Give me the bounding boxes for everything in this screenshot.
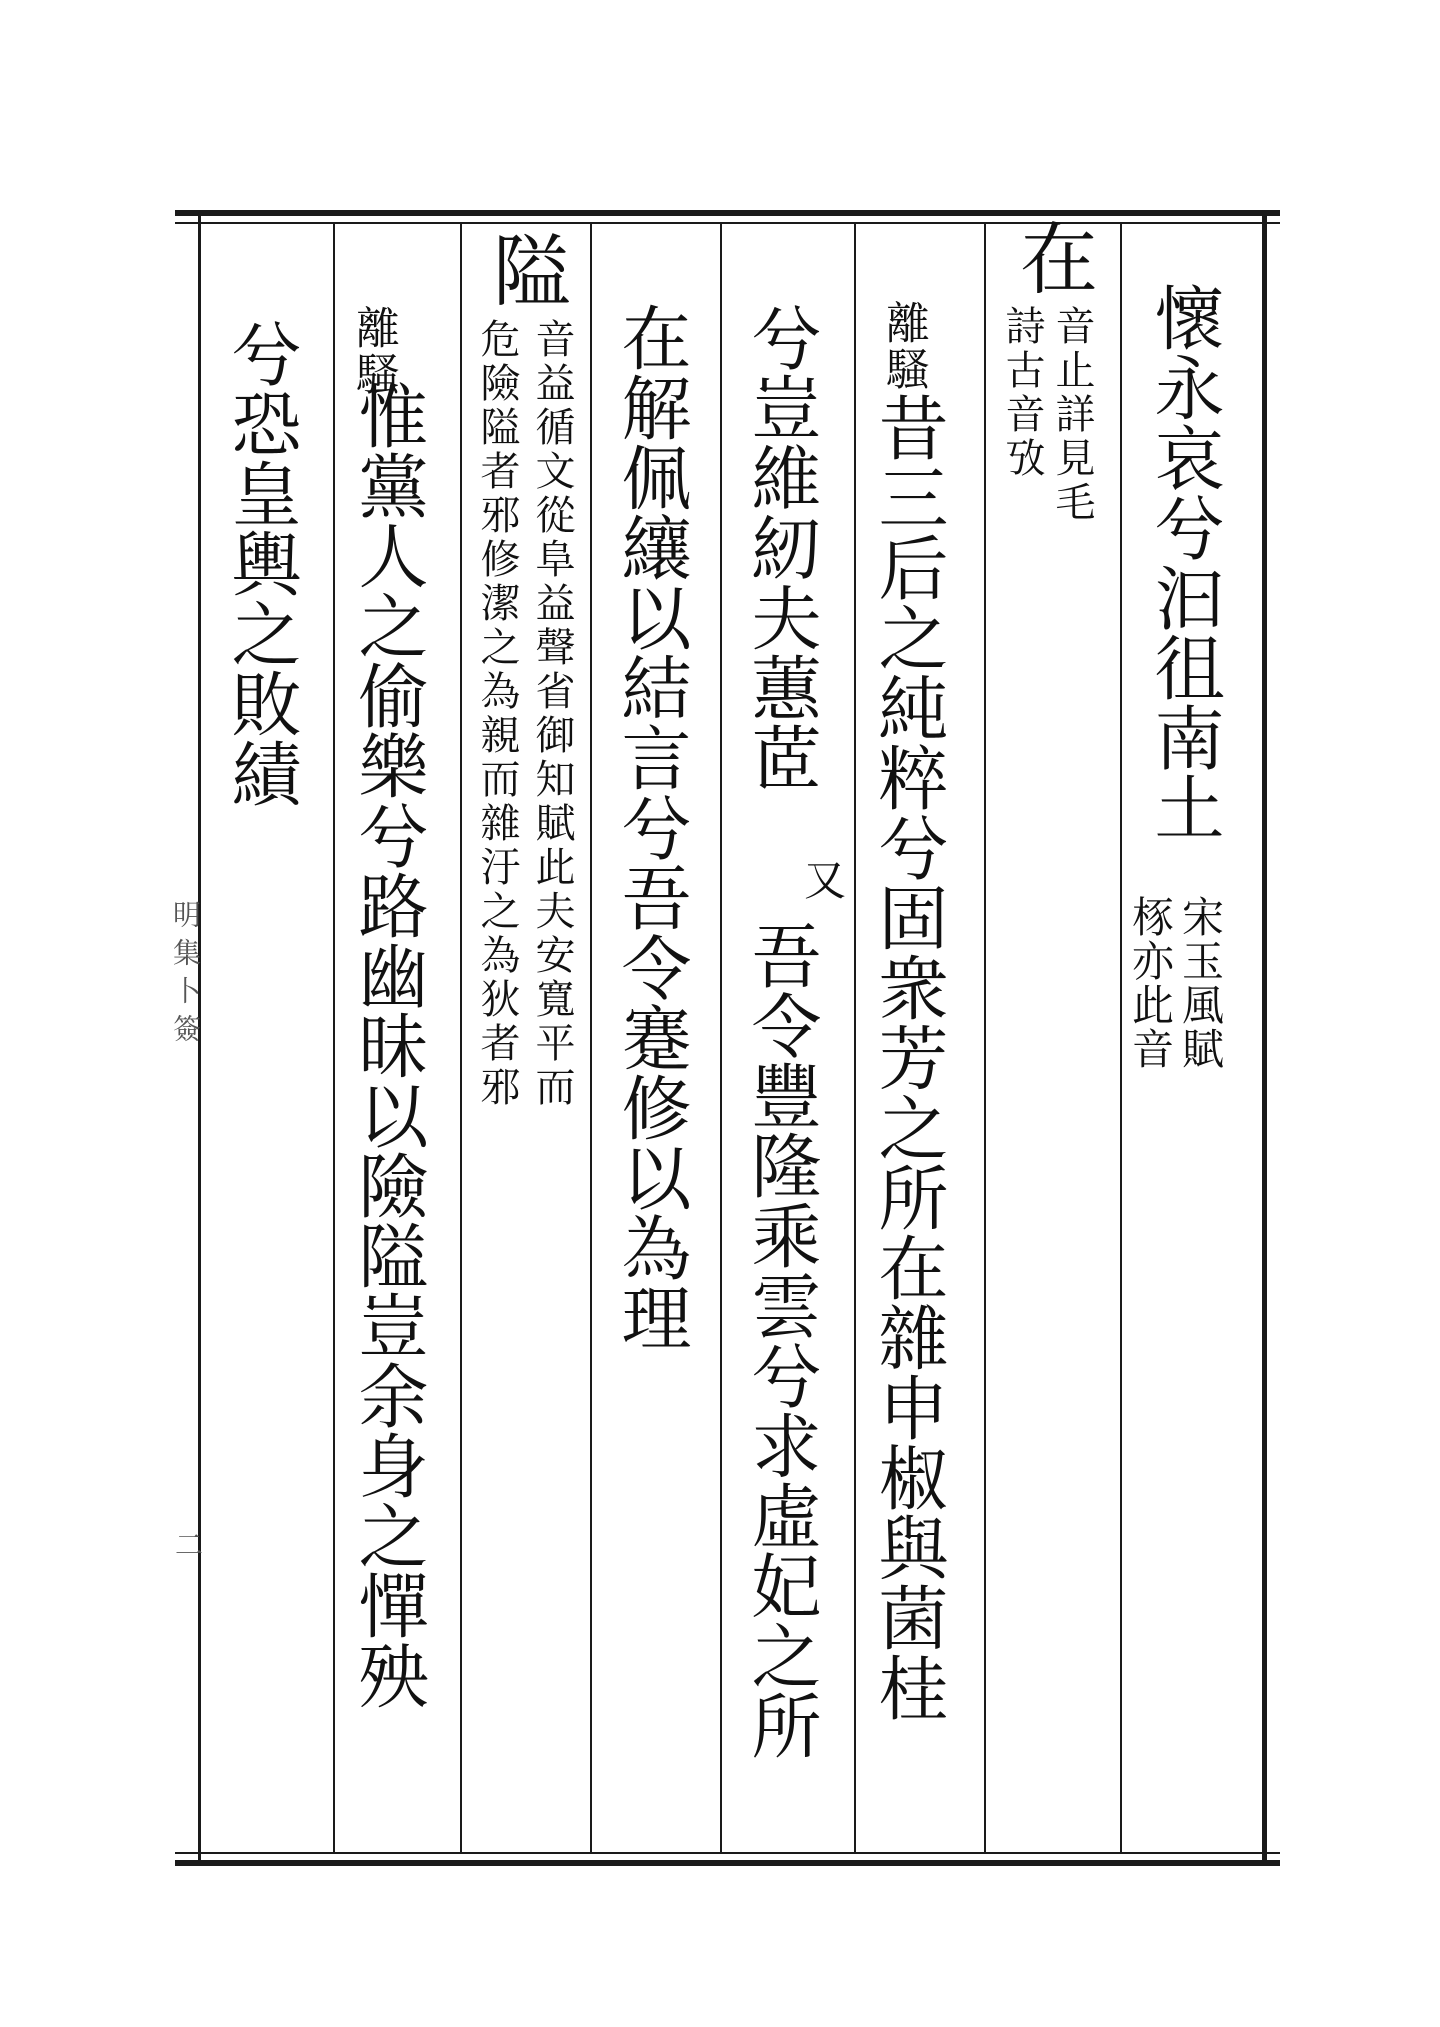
column-6-note-right: 音益循文從阜益聲省御知賦此夫安寬平而 (529, 318, 575, 1110)
column-2-note-right: 音止詳見毛 (1049, 305, 1095, 525)
bottom-border-rule (175, 1860, 1280, 1866)
column-5-main-text: 在解佩纕以結言兮吾令蹇修以為理 (610, 302, 692, 1352)
column-divider (590, 222, 592, 1852)
column-divider (720, 222, 722, 1852)
column-4-main-text-continued: 吾令豐隆乘雲兮求虛妃之所 (740, 920, 822, 1760)
column-4-main-text: 兮豈維紉夫蕙茝 (740, 302, 822, 792)
column-7-main-text: 惟黨人之偷樂兮路幽昧以險隘豈余身之憚殃 (347, 380, 429, 1710)
column-6-note-left: 危險隘者邪修潔之為親而雜汙之為狄者邪 (474, 318, 520, 1110)
column-2-headword: 在 (1007, 218, 1097, 296)
column-1-main-text: 懷永哀兮汩徂南土 (1143, 282, 1225, 842)
column-2-note-left: 詩古音攷 (999, 305, 1045, 481)
column-7-source-label: 離騷 (348, 305, 399, 397)
bottom-border-rule-thin (175, 1852, 1280, 1854)
column-divider (984, 222, 986, 1852)
column-divider (460, 222, 462, 1852)
column-3-main-text: 昔三后之純粹兮固衆芳之所在雜申椒與菌桂 (867, 392, 949, 1722)
right-border-rule (1262, 210, 1267, 1866)
column-1-note-left: 㭬亦此音 (1126, 895, 1175, 1071)
top-border-rule (175, 210, 1280, 216)
column-3-source-label: 離騷 (878, 300, 929, 392)
column-1-note-right: 宋玉風賦 (1176, 895, 1225, 1071)
column-8-main-text: 兮恐皇輿之敗績 (220, 318, 302, 808)
column-4-note: 又 (798, 858, 847, 902)
column-divider (333, 222, 335, 1852)
margin-note: 明集卜簽 (169, 900, 202, 1052)
margin-mark: 二 (171, 1530, 204, 1568)
column-divider (854, 222, 856, 1852)
top-border-rule-thin (175, 222, 1280, 224)
column-6-headword: 隘 (480, 230, 570, 308)
column-divider (1120, 222, 1122, 1852)
